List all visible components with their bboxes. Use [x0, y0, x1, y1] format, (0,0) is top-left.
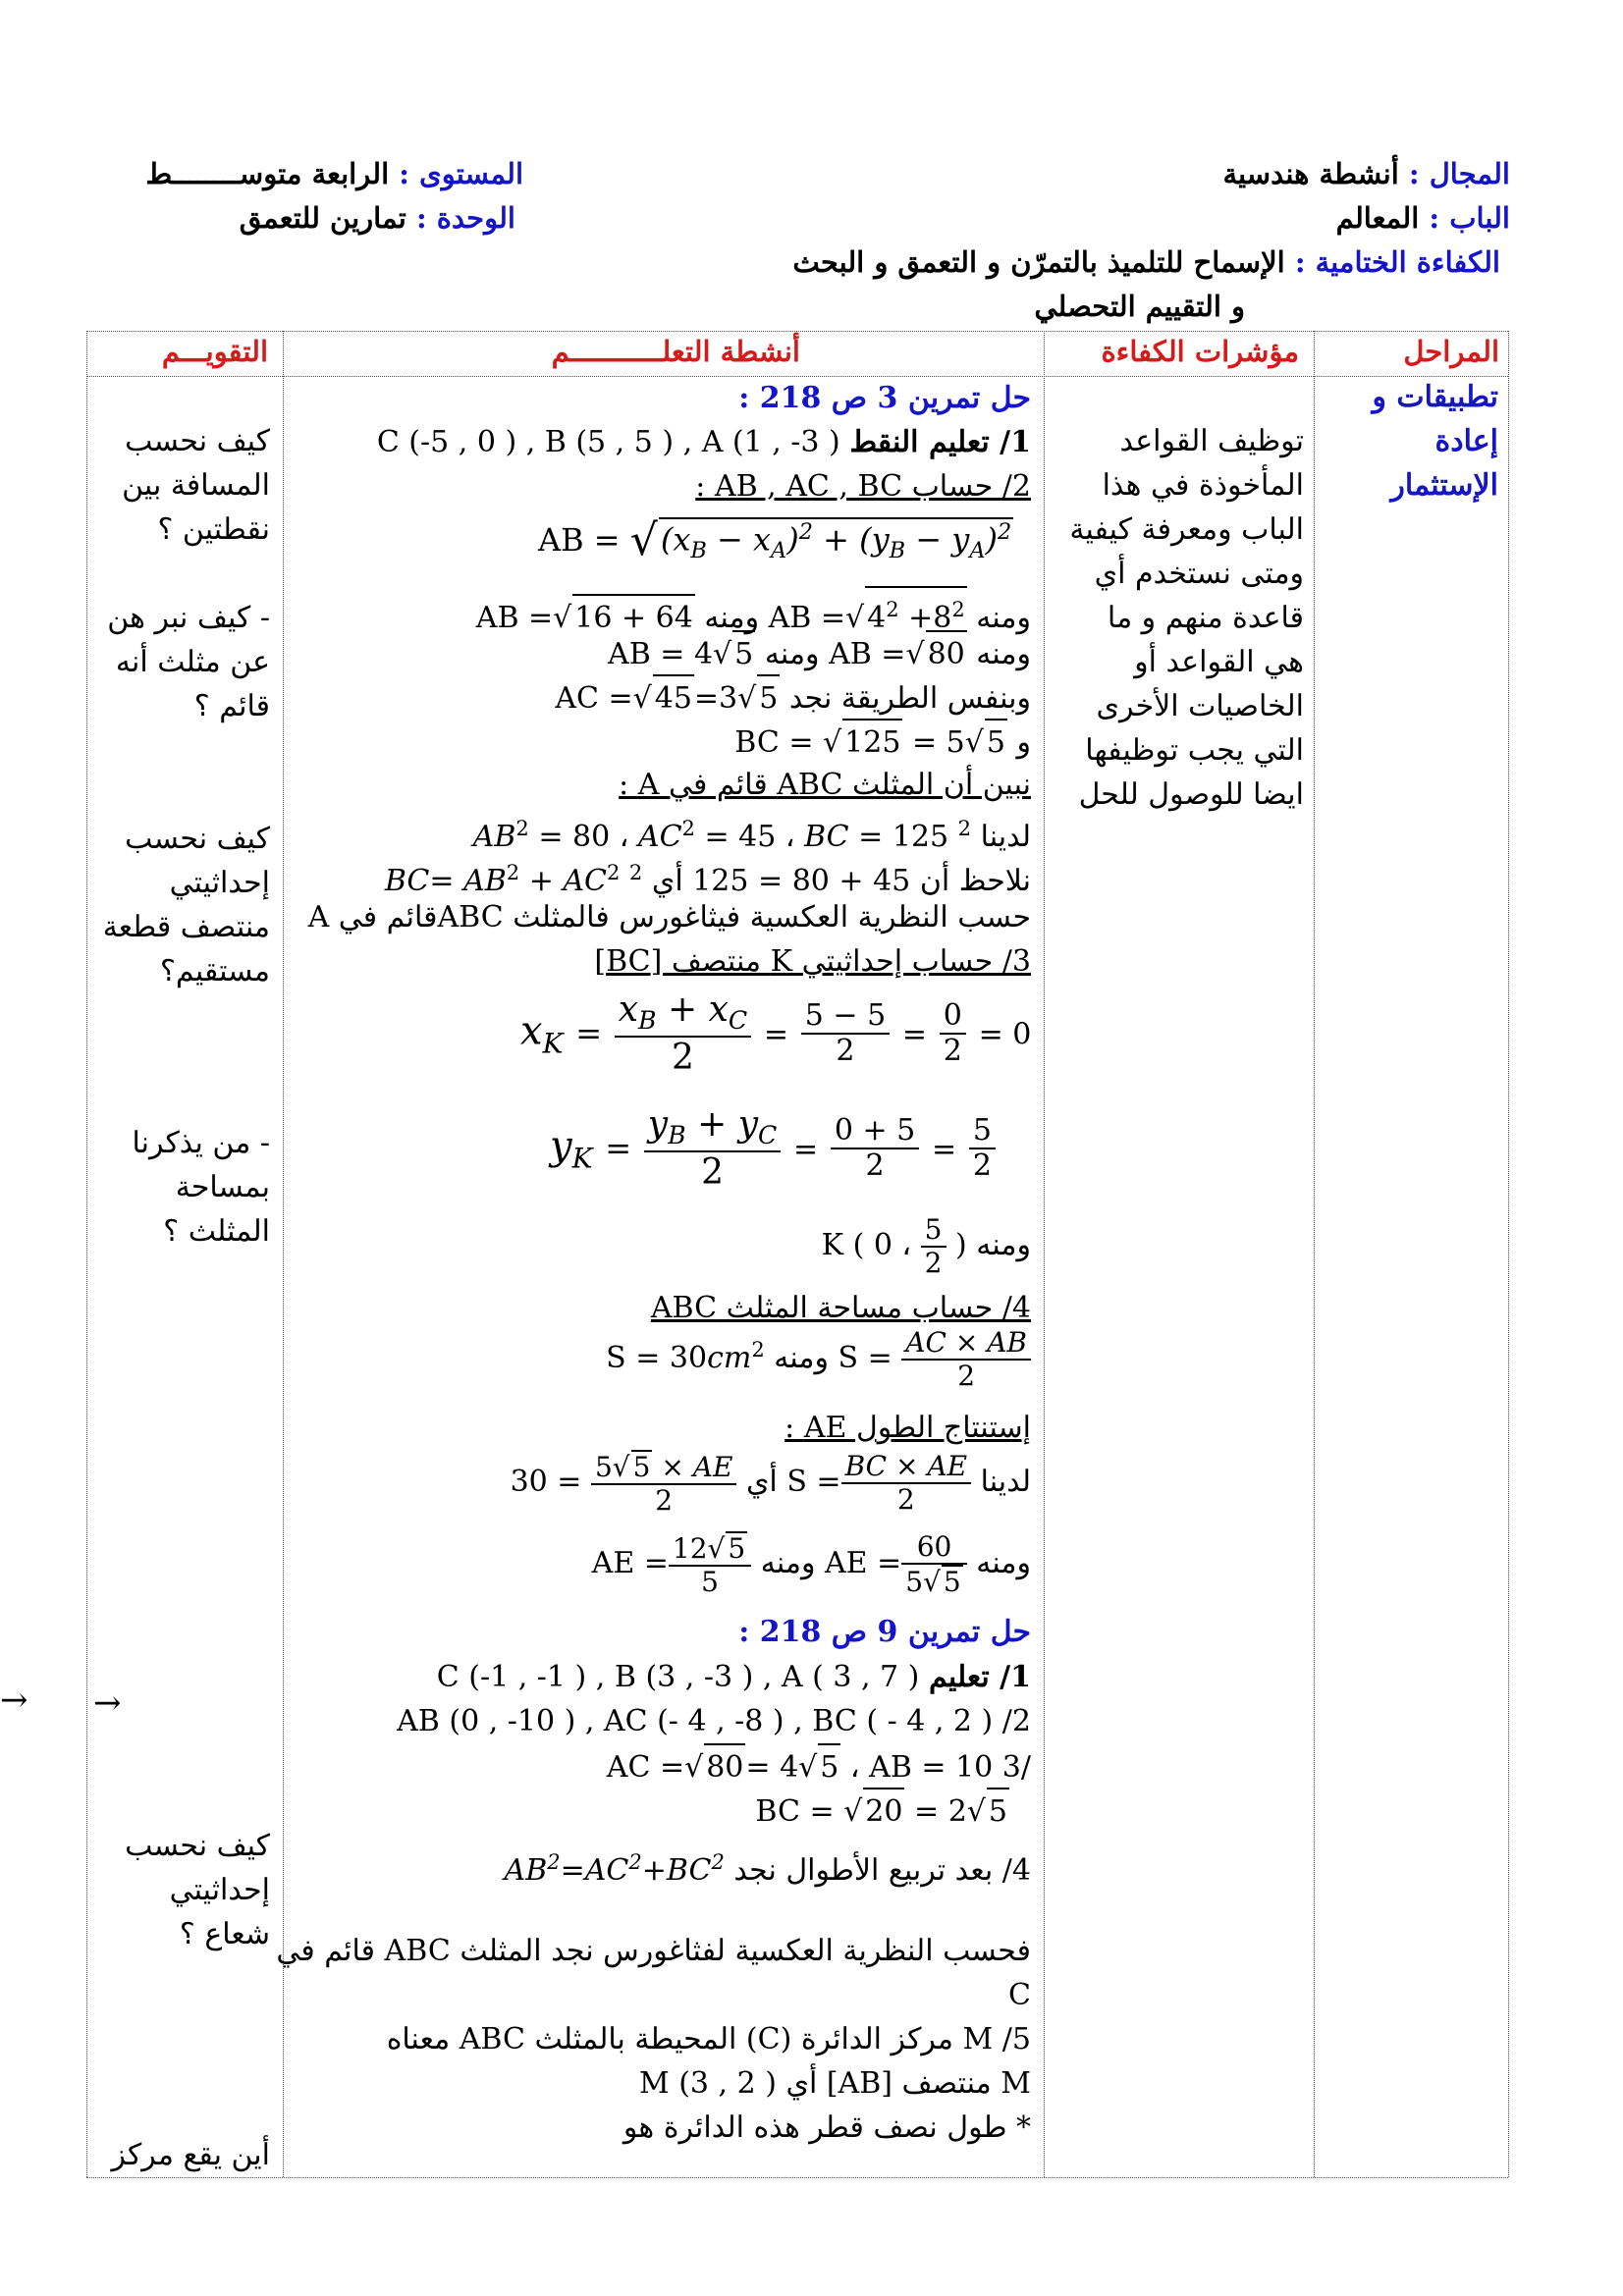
unit-value: تمارين للتعمق — [239, 201, 406, 235]
table-bottom-border — [86, 2177, 1508, 2178]
indicator-line: الباب ومعرفة كيفية — [1069, 512, 1304, 547]
unit-line — [240, 201, 515, 235]
col-header-stages: المراحل — [1403, 335, 1499, 368]
indicator-line: ايضا للوصول للحل — [1078, 777, 1304, 812]
ex1-line-7: نبين أن المثلث ABC قائم في A : — [619, 768, 1031, 802]
level-line — [145, 157, 523, 190]
ex1-line-14: S = $\frac{AC \times AB}{2}$ ومنه $S = 30cm^2$ — [606, 1327, 1031, 1392]
table-left-border — [86, 331, 87, 2177]
ex2-line-4: BC = √ 20 = 2√ 5 — [755, 1788, 1009, 1834]
ex2-line-9: * طول نصف قطر هذه الدائرة هو — [622, 2110, 1031, 2145]
eval-question-3 — [103, 817, 270, 993]
chapter-label: الباب : — [1429, 201, 1510, 235]
col-divider-2 — [1044, 331, 1045, 2177]
bc-label: BC = — [755, 1794, 835, 1829]
eval-line: إحداثيتي — [169, 866, 270, 900]
squaring-text: 4/ بعد تربيع الأطوال نجد — [733, 1853, 1031, 1888]
ex2-line-1 — [437, 1655, 1031, 1699]
ex2-line-6: فحسب النظرية العكسية لفثاغورس نجد المثلث ABC قائم في — [276, 1934, 1031, 1968]
same-way-text: وبنفس الطريقة نجد — [788, 681, 1031, 716]
level-label: المستوى : — [399, 157, 523, 190]
col-header-indicators: مؤشرات الكفاءة — [1101, 335, 1299, 368]
eval-question-5 — [125, 1824, 270, 1956]
word-then: ومنه — [976, 601, 1031, 635]
ex1-line-10: حسب النظرية العكسية فيثاغورس فالمثلث ABCقائم في A — [307, 900, 1031, 934]
eval-line: كيف نحسب — [125, 424, 270, 458]
col-divider-1 — [283, 331, 284, 2177]
col-header-evaluation: التقويـــم — [161, 335, 268, 368]
ex1-line-8: لدينا $AB^2 = 80$ ، $AC^2 = 45$ ، BC = 125 $^2$ — [472, 817, 1031, 854]
ex2-line-5: 4/ بعد تربيع الأطوال نجد $AB^2=AC^2+BC^2$ — [504, 1850, 1031, 1888]
word-then: ومنه — [976, 637, 1031, 671]
eval-line: كيف نحسب — [125, 1829, 270, 1863]
word-we-have: لدينا — [980, 820, 1031, 854]
indicator-line: قاعدة منهم و ما — [1107, 601, 1304, 635]
ex1-step-label: 1/ تعليم النقط — [849, 425, 1031, 459]
observation-text: نلاحظ أن 45 + 80 = 125 أي — [651, 864, 1031, 898]
ex1-points: C (-5 , 0 ) , B (5 , 5 ) , A (1 , -3 ) — [376, 425, 840, 459]
indicator-line: الخاصيات الأخرى — [1096, 689, 1304, 723]
chapter-line — [1336, 201, 1510, 235]
ex1-line-6: و BC = √ 125 = 5√ 5 — [734, 719, 1031, 765]
stage-line: الإستثمار — [1390, 468, 1498, 503]
indicator-line: توظيف القواعد — [1119, 424, 1304, 458]
ex2-line-3: /3 AC =√ 80= 4√ 5 ، AB = 10 — [607, 1743, 1031, 1789]
domain-label: المجال : — [1408, 157, 1510, 190]
unit-label: الوحدة : — [415, 201, 515, 235]
indicators-cell — [1069, 419, 1304, 817]
ex1-line-9: نلاحظ أن 45 + 80 = 125 أي $BC= AB^2 + AC^2$ $^2$ — [384, 861, 1031, 898]
word-then: ومنه — [764, 637, 820, 671]
word-then: ومنه — [976, 1546, 1031, 1581]
ex2-line-7: 5/ M مركز الدائرة (C) المحيطة بالمثلث ABC معناه — [386, 2022, 1031, 2056]
domain-value: أنشطة هندسية — [1222, 157, 1399, 190]
ex2-line-8: M منتصف [AB] أي ( M (3 , 2 — [638, 2066, 1031, 2101]
word-then: ومنه — [976, 1228, 1031, 1263]
word-then: ومنه — [760, 1546, 816, 1581]
table-right-border — [1508, 331, 1509, 2177]
stage-line: إعادة — [1434, 424, 1498, 458]
ex1-line-4: ومنه AB =√ 80 ومنه AB = 4√ 5 — [608, 630, 1031, 676]
table-top-border — [86, 331, 1508, 332]
word-then: ومنه — [774, 1341, 829, 1376]
eval-question-1 — [122, 419, 270, 552]
ex1-ab-formula: AB = $√(x_B - x_A)^2 + (y_B - y_A)^2$ — [538, 515, 1012, 565]
eval-line: مستقيم؟ — [159, 954, 270, 988]
xk-formula: $x_K$ = $\frac{x_B + x_C}{2}$ = $\frac{5 - 5}{2}$ = $\frac{0}{2}$ = 0 — [520, 989, 1032, 1079]
col-header-activities: أنشطة التعلـــــــــــم — [551, 335, 800, 368]
ex1-line-1 — [377, 420, 1031, 464]
stage-cell — [1372, 375, 1498, 507]
ex1-line-16: لدينا S = $\frac{BC \times AE}{2}$ أي 30 = $\frac{5√ 5 \times AE}{2}$ — [510, 1450, 1031, 1518]
ex1-line-17: ومنه AE = $\frac{60}{5√ 5}$ ومنه AE = $\frac{12√ 5}{5}$ — [591, 1530, 1031, 1599]
ex2-line-6b: C — [1008, 1978, 1031, 2012]
eval-line: قائم ؟ — [193, 689, 270, 723]
eval-line: منتصف قطعة — [102, 910, 270, 944]
ex1-title: حل تمرين 3 ص 218 : — [738, 381, 1031, 415]
word-we-have: لدينا — [980, 1465, 1031, 1500]
eval-question-2 — [107, 596, 270, 728]
ex2-step-label: 1/ تعليم — [928, 1660, 1031, 1694]
word-then: ومنه — [704, 601, 760, 635]
ab-label: AB = — [538, 521, 621, 559]
step-number: /3 — [1001, 1750, 1031, 1785]
ex1-line-12: ومنه K ( 0 ، $\frac{5}{2}$ ) — [821, 1213, 1031, 1280]
indicator-line: المأخوذة في هذا — [1102, 468, 1304, 503]
eval-line: المسافة بين — [122, 468, 270, 503]
ex1-line-3: ومنه AB =√ $4^2 +8^2$ ومنه AB =√ 16 + 64 — [476, 586, 1031, 640]
indicator-line: هي القواعد أو — [1134, 645, 1304, 679]
competency-line-2: و التقييم التحصلي — [1034, 290, 1245, 323]
indicator-line: ومتى نستخدم أي — [1094, 557, 1304, 591]
ex1-line-15: إستنتاج الطول AE : — [784, 1411, 1031, 1445]
eval-line: عن مثلث أنه — [115, 645, 270, 679]
level-value: الرابعة متوســــــــط — [145, 157, 390, 190]
competency-line — [792, 245, 1500, 279]
chapter-value: المعالم — [1335, 201, 1420, 235]
eval-line: المثلث ؟ — [163, 1214, 270, 1249]
arrow-right-icon: → — [0, 1681, 28, 1720]
word-meaning: أي — [745, 1465, 778, 1500]
yk-formula: $y_K$ = $\frac{y_B + y_C}{2}$ = $\frac{0 + 5}{2}$ = $\frac{5}{2}$ — [550, 1104, 996, 1194]
eval-line: أين يقع مركز — [111, 2138, 270, 2172]
eval-line: كيف نحسب — [125, 822, 270, 856]
eval-line: شعاع ؟ — [179, 1917, 270, 1951]
ex1-line-2: 2/ حساب AB , AC , BC : — [695, 469, 1031, 504]
eval-line: بمساحة — [175, 1170, 270, 1204]
domain-line — [1223, 157, 1511, 190]
ex1-line-11: 3/ حساب إحداثيتي K منتصف [BC] — [594, 944, 1031, 979]
ab-length: AB = 10 — [869, 1750, 994, 1785]
eval-line: نقطتين ؟ — [157, 512, 270, 547]
k-point: K ( 0 ، — [821, 1228, 912, 1263]
stage-line: تطبيقات و — [1372, 380, 1498, 414]
ex2-points: C (-1 , -1 ) , B (3 , -3 ) , A ( 3 , 7 ) — [436, 1660, 920, 1694]
ex2-title: حل تمرين 9 ص 218 : — [738, 1615, 1031, 1649]
eval-line: - من يذكرنا — [132, 1126, 270, 1160]
word-and: و — [1016, 725, 1031, 760]
eval-line: إحداثيتي — [169, 1873, 270, 1907]
indicator-line: التي يجب توظيفها — [1085, 733, 1304, 768]
eval-question-4 — [132, 1121, 270, 1254]
arrow-right-icon: → — [93, 1683, 122, 1723]
ex1-line-13: 4/ حساب مساحة المثلث ABC — [650, 1291, 1031, 1325]
competency-value: الإسماح للتلميذ بالتمرّن و التعمق و البحث — [792, 245, 1285, 279]
ex2-line-2: AB (0 , -10 ) , AC (- 4 , -8 ) , BC ( - 4 , 2 ) /2 — [397, 1704, 1031, 1738]
competency-label: الكفاءة الختامية : — [1294, 245, 1500, 279]
eval-question-6 — [111, 2133, 270, 2177]
ex1-line-5: وبنفس الطريقة نجد AC =√ 45=3√ 5 — [555, 674, 1031, 721]
eval-line: - كيف نبر هن — [107, 601, 270, 635]
col-divider-3 — [1314, 331, 1315, 2177]
